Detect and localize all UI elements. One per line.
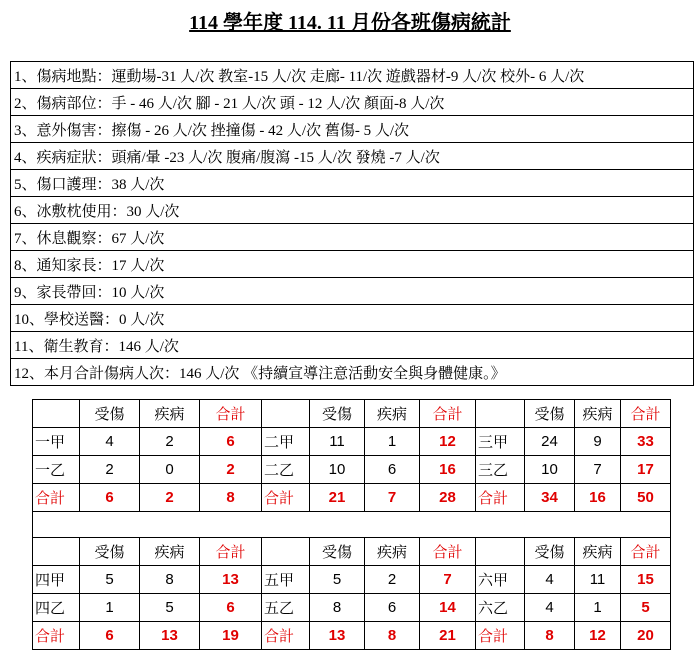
class-total: 5 <box>621 594 671 622</box>
spacer-row <box>33 512 671 538</box>
spacer-cell <box>33 512 671 538</box>
illness-count: 2 <box>365 566 420 594</box>
injury-count: 11 <box>310 428 365 456</box>
class-total: 16 <box>420 456 476 484</box>
class-row <box>33 566 671 594</box>
summary-row: 8、通知家長：17 人/次 <box>11 251 694 278</box>
header-total: 合計 <box>200 400 262 428</box>
summary-row: 5、傷口護理：38 人/次 <box>11 170 694 197</box>
class-label: 六乙 <box>476 594 525 622</box>
class-label: 三甲 <box>476 428 525 456</box>
sum-illness: 2 <box>140 484 200 512</box>
sum-total: 8 <box>200 484 262 512</box>
class-total: 13 <box>200 566 262 594</box>
class-total: 17 <box>621 456 671 484</box>
injury-count: 1 <box>80 594 140 622</box>
injury-count: 4 <box>525 594 575 622</box>
header-injury: 受傷 <box>310 400 365 428</box>
summary-row: 9、家長帶回：10 人/次 <box>11 278 694 305</box>
injury-count: 10 <box>525 456 575 484</box>
sum-injury: 21 <box>310 484 365 512</box>
illness-count: 1 <box>575 594 621 622</box>
illness-count: 9 <box>575 428 621 456</box>
sum-injury: 13 <box>310 622 365 650</box>
header-illness: 疾病 <box>365 538 420 566</box>
sum-total: 19 <box>200 622 262 650</box>
header-illness: 疾病 <box>365 400 420 428</box>
class-label: 四甲 <box>33 566 80 594</box>
class-label: 二乙 <box>262 456 310 484</box>
header-total: 合計 <box>621 538 671 566</box>
class-total: 6 <box>200 428 262 456</box>
sum-total: 20 <box>621 622 671 650</box>
corner-cell <box>33 400 80 428</box>
class-label: 六甲 <box>476 566 525 594</box>
corner-cell <box>262 538 310 566</box>
sum-illness: 8 <box>365 622 420 650</box>
injury-count: 10 <box>310 456 365 484</box>
sum-injury: 34 <box>525 484 575 512</box>
class-label: 五乙 <box>262 594 310 622</box>
summary-row: 12、本月合計傷病人次：146 人/次 《持續宣導注意活動安全與身體健康。》 <box>11 359 694 386</box>
sum-injury: 6 <box>80 622 140 650</box>
illness-count: 7 <box>575 456 621 484</box>
illness-count: 8 <box>140 566 200 594</box>
summary-row: 7、休息觀察：67 人/次 <box>11 224 694 251</box>
corner-cell <box>476 538 525 566</box>
page-title: 114 學年度 114. 11 月份各班傷病統計 <box>189 12 511 34</box>
injury-count: 8 <box>310 594 365 622</box>
sum-total: 28 <box>420 484 476 512</box>
injury-summary-table <box>10 61 694 386</box>
sum-label: 合計 <box>262 622 310 650</box>
illness-count: 2 <box>140 428 200 456</box>
header-row <box>33 538 671 566</box>
sum-total: 21 <box>420 622 476 650</box>
illness-count: 6 <box>365 594 420 622</box>
sum-illness: 7 <box>365 484 420 512</box>
header-injury: 受傷 <box>80 400 140 428</box>
sum-illness: 13 <box>140 622 200 650</box>
sum-illness: 16 <box>575 484 621 512</box>
injury-count: 5 <box>80 566 140 594</box>
class-label: 一甲 <box>33 428 80 456</box>
header-injury: 受傷 <box>525 400 575 428</box>
injury-count: 4 <box>80 428 140 456</box>
summary-row: 1、傷病地點：運動場-31 人/次 教室-15 人/次 走廊- 11/次 遊戲器材-9 人/次 校外- 6 人/次 <box>11 62 694 89</box>
header-injury: 受傷 <box>310 538 365 566</box>
illness-count: 1 <box>365 428 420 456</box>
class-total: 33 <box>621 428 671 456</box>
class-total: 14 <box>420 594 476 622</box>
summary-row: 2、傷病部位：手 - 46 人/次 腳 - 21 人/次 頭 - 12 人/次 顏面-8 人/次 <box>11 89 694 116</box>
sum-label: 合計 <box>476 484 525 512</box>
class-total: 6 <box>200 594 262 622</box>
class-label: 三乙 <box>476 456 525 484</box>
class-label: 一乙 <box>33 456 80 484</box>
class-row <box>33 594 671 622</box>
header-illness: 疾病 <box>575 538 621 566</box>
sum-label: 合計 <box>33 484 80 512</box>
sum-label: 合計 <box>262 484 310 512</box>
corner-cell <box>476 400 525 428</box>
illness-count: 11 <box>575 566 621 594</box>
header-total: 合計 <box>420 400 476 428</box>
class-total: 7 <box>420 566 476 594</box>
sum-label: 合計 <box>476 622 525 650</box>
illness-count: 6 <box>365 456 420 484</box>
sum-total: 50 <box>621 484 671 512</box>
corner-cell <box>262 400 310 428</box>
class-row <box>33 428 671 456</box>
header-row <box>33 400 671 428</box>
illness-count: 5 <box>140 594 200 622</box>
header-injury: 受傷 <box>80 538 140 566</box>
summary-row: 4、疾病症狀：頭痛/暈 -23 人/次 腹痛/腹瀉 -15 人/次 發燒 -7 人/次 <box>11 143 694 170</box>
class-total: 12 <box>420 428 476 456</box>
injury-count: 24 <box>525 428 575 456</box>
grade-total-row <box>33 484 671 512</box>
header-total: 合計 <box>420 538 476 566</box>
summary-row: 11、衛生教育：146 人/次 <box>11 332 694 359</box>
injury-count: 5 <box>310 566 365 594</box>
corner-cell <box>33 538 80 566</box>
sum-injury: 6 <box>80 484 140 512</box>
summary-row: 10、學校送醫：0 人/次 <box>11 305 694 332</box>
grade-total-row <box>33 622 671 650</box>
class-label: 二甲 <box>262 428 310 456</box>
class-label: 五甲 <box>262 566 310 594</box>
header-illness: 疾病 <box>140 400 200 428</box>
class-stats-table <box>32 399 671 650</box>
header-injury: 受傷 <box>525 538 575 566</box>
illness-count: 0 <box>140 456 200 484</box>
injury-count: 2 <box>80 456 140 484</box>
class-total: 2 <box>200 456 262 484</box>
sum-injury: 8 <box>525 622 575 650</box>
sum-illness: 12 <box>575 622 621 650</box>
class-label: 四乙 <box>33 594 80 622</box>
class-total: 15 <box>621 566 671 594</box>
class-row <box>33 456 671 484</box>
summary-row: 6、冰敷枕使用：30 人/次 <box>11 197 694 224</box>
sum-label: 合計 <box>33 622 80 650</box>
injury-count: 4 <box>525 566 575 594</box>
summary-row: 3、意外傷害：擦傷 - 26 人/次 挫撞傷 - 42 人/次 舊傷- 5 人/次 <box>11 116 694 143</box>
header-total: 合計 <box>200 538 262 566</box>
header-illness: 疾病 <box>575 400 621 428</box>
header-total: 合計 <box>621 400 671 428</box>
header-illness: 疾病 <box>140 538 200 566</box>
